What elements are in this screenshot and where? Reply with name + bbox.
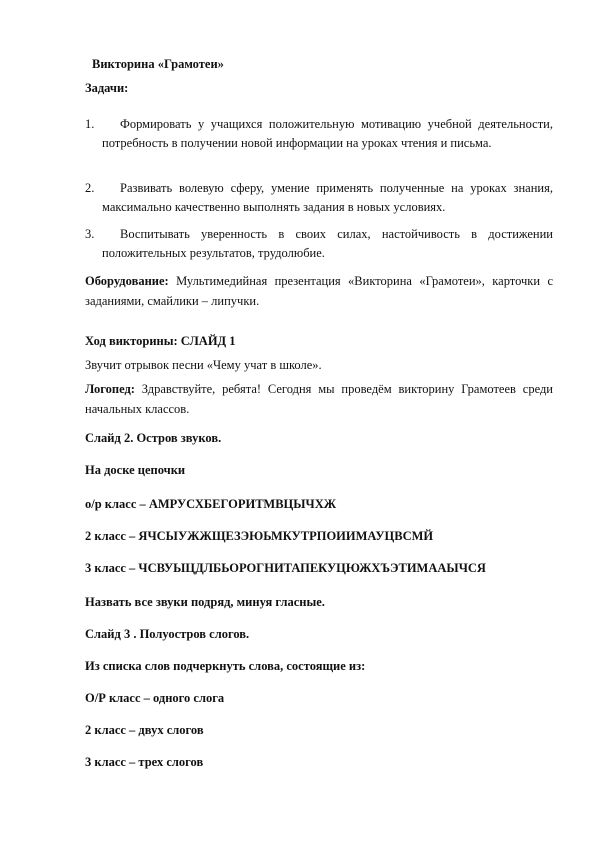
equipment-text: Мультимедийная презентация «Викторина «Грамотеи», карточки с заданиями, смайлики – липучки. xyxy=(85,274,553,308)
slide3-instruction: Из списка слов подчеркнуть слова, состоящие из: xyxy=(85,659,366,673)
slide3-grade3: 3 класс – трех слогов xyxy=(85,755,204,769)
task-text: Развивать волевую сферу, умение применять полученные на уроках знания, максимально качественно выполнять задания в новых условиях. xyxy=(102,181,553,214)
slide3-grade2: 2 класс – двух слогов xyxy=(85,723,204,737)
song-line: Звучит отрывок песни «Чему учат в школе». xyxy=(85,358,322,372)
task-item-2 xyxy=(85,179,553,217)
slide2-grade2-chain: 2 класс – ЯЧСЫУЖЖЩЕЗЭЮЬМКУТРПОИИМАУЦВСМЙ xyxy=(85,529,434,543)
task-text: Воспитывать уверенность в своих силах, настойчивость в достижении положительных результатов, трудолюбие. xyxy=(102,227,553,260)
slide2-board-line: На доске цепочки xyxy=(85,463,186,477)
course-heading: Ход викторины: СЛАЙД 1 xyxy=(85,334,236,348)
task-number: 2. xyxy=(85,181,95,195)
page-title: Викторина «Грамотеи» xyxy=(92,57,224,71)
task-number: 3. xyxy=(85,227,95,241)
speech-label: Логопед: xyxy=(85,382,135,396)
equipment-label: Оборудование: xyxy=(85,274,169,288)
task-number: 1. xyxy=(85,117,95,131)
slide3-heading: Слайд 3 . Полуостров слогов. xyxy=(85,627,250,641)
task-item-1 xyxy=(85,115,553,153)
task-text: Формировать у учащихся положительную мотивацию учебной деятельности, потребность в получении новой информации на уроках чтения и письма. xyxy=(102,117,553,150)
slide2-heading: Слайд 2. Остров звуков. xyxy=(85,431,222,445)
slide2-grade3-chain: 3 класс – ЧСВУЫЦДЛБЬОРОГНИТАПЕКУЦЮЖХЪЭТИМААЫЧСЯ xyxy=(85,561,486,575)
tasks-heading: Задачи: xyxy=(85,81,129,95)
task-item-3 xyxy=(85,225,553,263)
slide2-instruction: Назвать все звуки подряд, минуя гласные. xyxy=(85,595,325,609)
speech-text: Здравствуйте, ребята! Сегодня мы проведём викторину Грамотеев среди начальных классов. xyxy=(85,382,553,416)
slide2-grade0-chain: о/р класс – АМРУСХБЕГОРИТМВЦЫЧХЖ xyxy=(85,497,337,511)
equipment-paragraph xyxy=(85,271,553,311)
speech-paragraph xyxy=(85,379,553,419)
slide3-grade0: О/Р класс – одного слога xyxy=(85,691,225,705)
